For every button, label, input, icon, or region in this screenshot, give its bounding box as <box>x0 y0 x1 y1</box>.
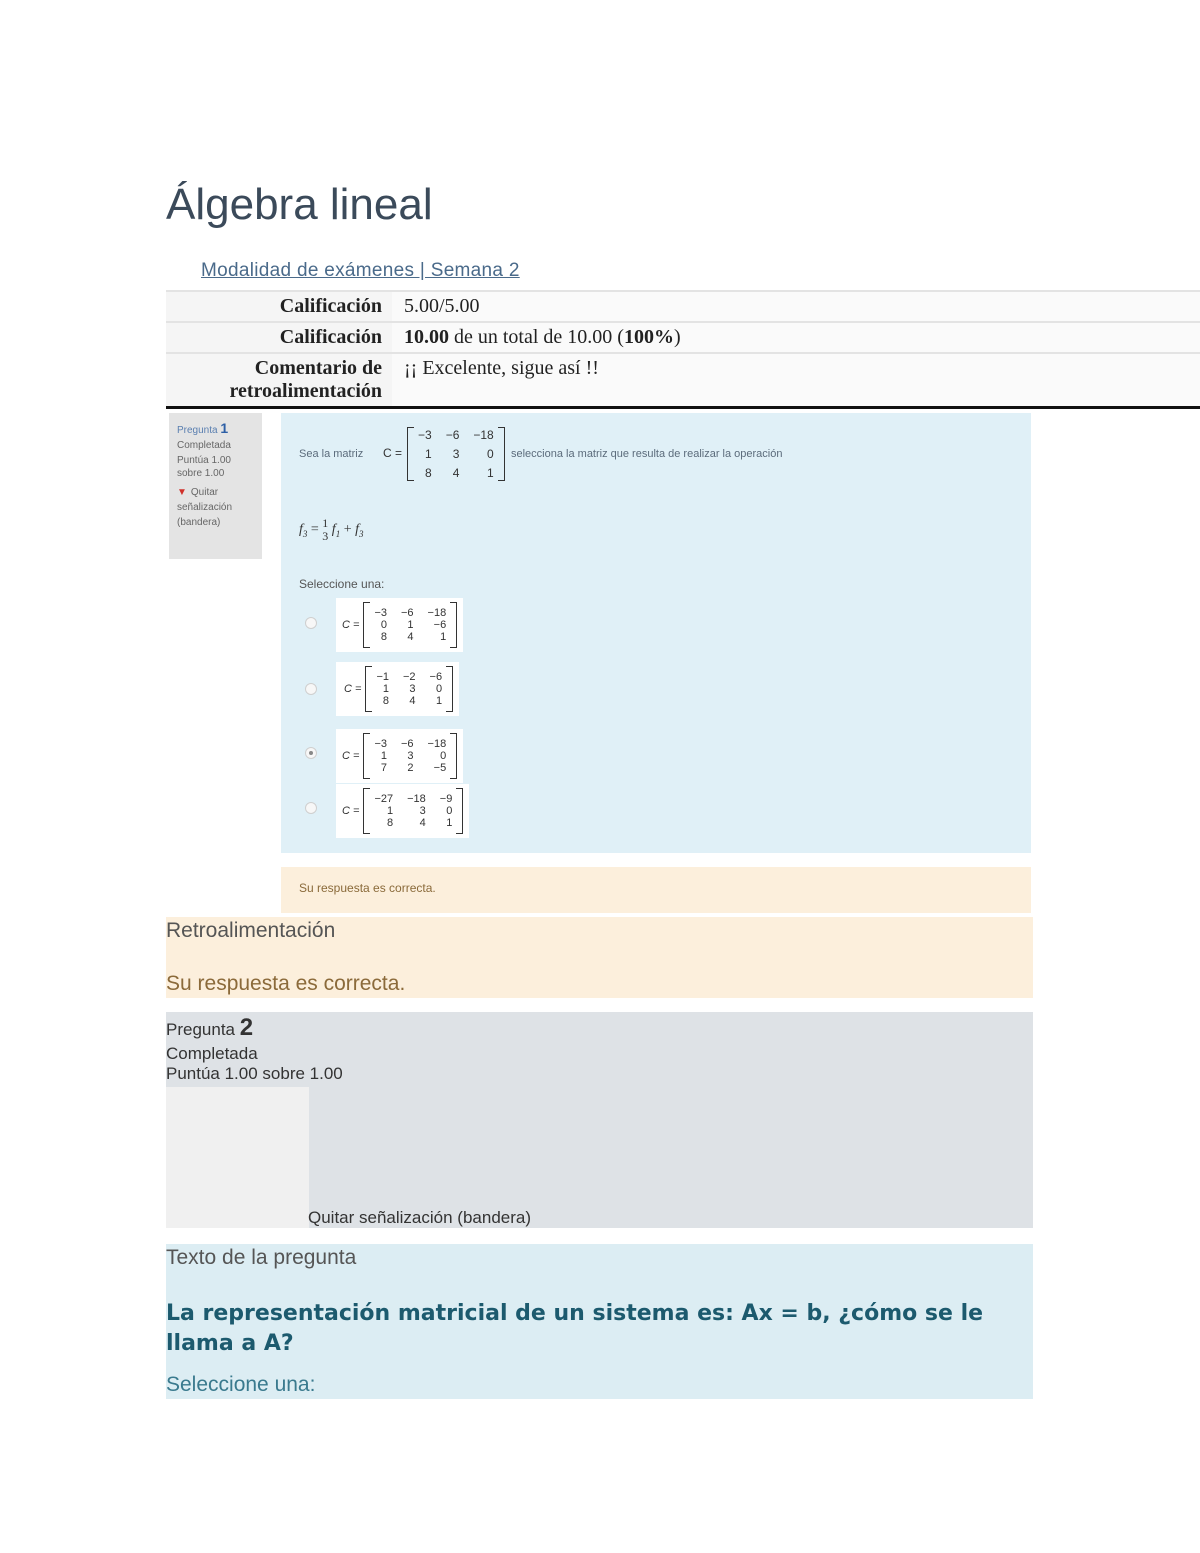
option-1-bracket-right <box>450 602 457 648</box>
flag-label-1: Quitar <box>190 487 219 498</box>
breadcrumb-link[interactable]: Modalidad de exámenes | Semana 2 <box>201 260 520 281</box>
option-cell: 0 <box>446 805 453 817</box>
matrix-cell: −3 <box>418 428 432 442</box>
grade-total-end: ) <box>673 326 681 348</box>
question-1-info <box>169 413 262 559</box>
option-cell: 2 <box>407 762 414 774</box>
feedback-text: Su respuesta es correcta. <box>166 972 406 995</box>
comment-label <box>166 353 392 408</box>
question-1-outcome <box>281 867 1031 913</box>
option-cell: −6 <box>400 738 414 750</box>
option-cell: −5 <box>433 762 447 774</box>
option-cell: −27 <box>374 793 394 805</box>
feedback-section <box>166 917 1033 998</box>
summary-row-grade <box>166 291 1200 322</box>
option-4-radio[interactable] <box>305 802 317 814</box>
op-plus: + <box>343 522 352 538</box>
option-cell: 3 <box>409 683 416 695</box>
flag-toggle[interactable] <box>177 485 262 500</box>
option-2-card[interactable] <box>336 662 459 716</box>
question-1-prompt-post: selecciona la matriz que resulta de realizar la operación <box>511 448 783 460</box>
op-f1-sub: 1 <box>335 529 341 540</box>
option-cell: 1 <box>435 695 443 707</box>
option-cell: 3 <box>419 805 426 817</box>
option-1-grid <box>370 607 450 643</box>
op-fraction <box>322 517 328 543</box>
grade-total-bold: 10.00 <box>404 326 449 348</box>
flag-label-3: (bandera) <box>177 517 221 528</box>
option-cell: −6 <box>400 607 414 619</box>
op-lhs: f <box>299 522 303 538</box>
option-cell: 1 <box>440 631 447 643</box>
question-1-status: Completada <box>177 440 231 451</box>
grade-total-mid: de un total de 10.00 ( <box>449 326 624 348</box>
matrix-cell: 1 <box>487 466 494 480</box>
op-num: 1 <box>322 516 329 530</box>
option-1-bracket-left <box>363 602 370 648</box>
option-2-bracket-right <box>446 666 453 712</box>
matrix-grid <box>414 428 498 480</box>
option-1-radio[interactable] <box>305 617 317 629</box>
comment-label-line1: Comentario de <box>254 357 382 379</box>
question-1-number <box>177 421 262 438</box>
option-4-lhs: C = <box>342 805 360 817</box>
option-3-bracket-left <box>363 733 370 779</box>
option-4-bracket-right <box>456 788 463 834</box>
option-cell: 3 <box>407 750 414 762</box>
matrix-bracket-left <box>407 427 414 481</box>
question-2-label: Pregunta <box>166 1020 235 1039</box>
option-cell: 1 <box>386 805 394 817</box>
option-cell: 4 <box>407 631 414 643</box>
option-cell: 4 <box>409 695 416 707</box>
option-cell: −3 <box>374 738 387 750</box>
grade-total-label: Calificación <box>166 322 392 353</box>
question-2-num: 2 <box>239 1014 254 1041</box>
question-1-matrix-lhs: C = <box>383 446 403 460</box>
op-den: 3 <box>322 529 329 543</box>
option-3-bracket-right <box>450 733 457 779</box>
option-cell: −18 <box>407 793 426 805</box>
question-2-number <box>166 1014 253 1042</box>
option-3-grid <box>370 738 450 774</box>
page-title: Álgebra lineal <box>166 180 433 229</box>
question-1-matrix <box>407 427 505 481</box>
option-cell: −2 <box>402 671 416 683</box>
matrix-cell: 4 <box>452 466 460 480</box>
matrix-bracket-right <box>498 427 505 481</box>
matrix-cell: −6 <box>445 428 460 442</box>
option-1-card[interactable] <box>336 598 463 652</box>
question-1-num: 1 <box>220 420 229 436</box>
option-cell: −9 <box>439 793 453 805</box>
option-2-lhs: C = <box>344 683 362 695</box>
option-cell: 0 <box>435 683 443 695</box>
question-1-prompt-pre: Sea la matriz <box>299 448 364 460</box>
option-cell: 8 <box>380 631 387 643</box>
option-cell: 7 <box>380 762 387 774</box>
matrix-cell: 3 <box>452 447 460 461</box>
feedback-heading: Retroalimentación <box>166 919 336 942</box>
option-cell: −18 <box>427 738 447 750</box>
option-cell: 8 <box>382 695 389 707</box>
option-cell: −6 <box>429 671 443 683</box>
grade-label: Calificación <box>166 291 392 322</box>
flag-icon: ▼ <box>177 487 187 498</box>
op-lhs-sub: 3 <box>302 529 308 540</box>
option-cell: 0 <box>440 750 447 762</box>
question-2-spacer <box>166 1087 309 1228</box>
question-1-result: Su respuesta es correcta. <box>299 881 436 895</box>
option-2-radio[interactable] <box>305 683 317 695</box>
flag-label-2: señalización <box>177 502 233 513</box>
option-cell: 1 <box>380 750 387 762</box>
question-1-score-2: sobre 1.00 <box>177 468 225 479</box>
option-cell: 1 <box>407 619 414 631</box>
grade-total-pct: 100% <box>623 326 674 348</box>
op-f3-sub: 3 <box>358 529 364 540</box>
summary-table <box>166 290 1200 409</box>
question-2-text-heading: Texto de la pregunta <box>166 1246 357 1269</box>
option-3-card[interactable] <box>336 729 463 783</box>
option-cell: 0 <box>380 619 387 631</box>
question-1-label: Pregunta <box>177 425 218 436</box>
option-cell: −1 <box>376 671 389 683</box>
question-2-select-label: Seleccione una: <box>166 1373 316 1396</box>
option-cell: 8 <box>386 817 394 829</box>
op-f1: f <box>331 522 336 538</box>
question-2-status: Completada <box>166 1044 258 1063</box>
option-3-lhs: C = <box>342 750 360 762</box>
option-cell: 1 <box>446 817 453 829</box>
question-2-content <box>166 1244 1033 1399</box>
option-2-bracket-left <box>365 666 372 712</box>
question-2-score: Puntúa 1.00 sobre 1.00 <box>166 1064 343 1083</box>
operation-formula <box>299 517 363 543</box>
comment-value: ¡¡ Excelente, sigue así !! <box>392 353 1200 408</box>
option-2-grid <box>372 671 446 707</box>
option-cell: 4 <box>419 817 426 829</box>
grade-total-value <box>392 322 1200 353</box>
question-2-flag[interactable]: Quitar señalización (bandera) <box>308 1208 532 1227</box>
matrix-cell: 8 <box>425 466 432 480</box>
summary-row-comment <box>166 353 1200 408</box>
matrix-cell: 0 <box>487 447 494 461</box>
question-1-score-1: Puntúa 1.00 <box>177 455 231 466</box>
option-cell: −18 <box>427 607 447 619</box>
question-2-text: La representación matricial de un sistema es: Ax = b, ¿cómo se le llama a A? <box>166 1301 984 1356</box>
option-1-lhs: C = <box>342 619 360 631</box>
select-label: Seleccione una: <box>299 577 385 591</box>
summary-row-grade-total <box>166 322 1200 353</box>
op-eq: = <box>310 522 319 538</box>
grade-value: 5.00/5.00 <box>392 291 1200 322</box>
option-3-radio[interactable] <box>305 747 317 759</box>
option-cell: −3 <box>374 607 387 619</box>
comment-label-line2: retroalimentación <box>229 380 382 402</box>
option-cell: 1 <box>382 683 389 695</box>
option-4-bracket-left <box>363 788 370 834</box>
option-4-grid <box>370 793 456 829</box>
matrix-cell: −18 <box>473 428 494 442</box>
option-cell: −6 <box>433 619 447 631</box>
matrix-cell: 1 <box>425 447 432 461</box>
op-f3: f <box>355 522 359 538</box>
option-4-card[interactable] <box>336 784 469 838</box>
